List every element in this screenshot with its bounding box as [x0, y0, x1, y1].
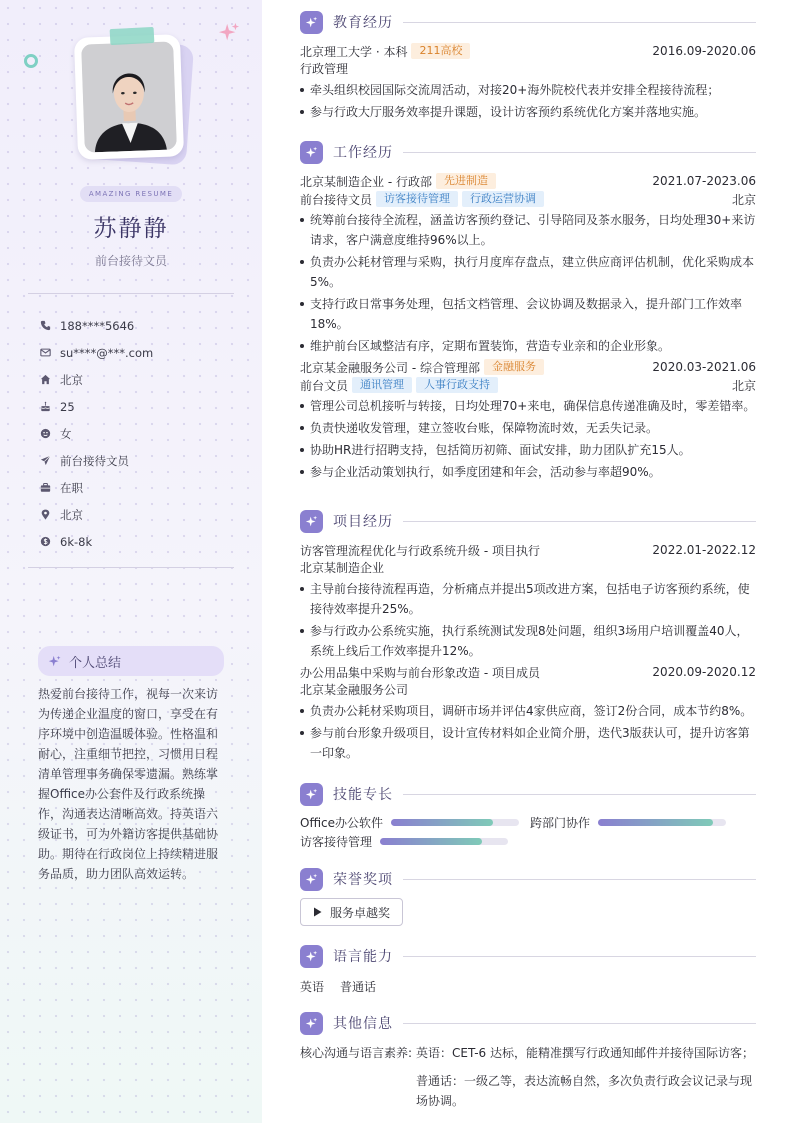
list-item: 主导前台接待流程再造，分析痛点并提出5项改进方案，包括电子访客预约系统，使接待效率提升25%。: [300, 579, 756, 619]
project-section: [300, 509, 756, 763]
work-entry: [300, 172, 756, 356]
contact-info-text: 6k-8k: [60, 534, 93, 549]
summary-text: 热爱前台接待工作，视每一次来访为传递企业温度的窗口，享受在有序环境中创造温暖体验。性格温和耐心，注重细节把控，习惯用日程清单管理事务确保零遗漏。熟练掌握Office办公套件及行政系统操作，沟通表达清晰高效。持英语六级证书，可为外籍访客提供基础协助。期待在行政岗位上持续精进服务品质，助力团队高效运转。: [38, 687, 219, 881]
section-title: 项目经历: [333, 514, 393, 530]
work-period: 2021.07-2023.06: [652, 174, 756, 188]
section-title: 语言能力: [333, 949, 393, 965]
contact-info-text: 北京: [60, 507, 83, 522]
list-item: 负责办公耗材采购项目，调研市场并评估4家供应商，签订2份合同，成本节约8%。: [300, 701, 756, 721]
skill-tag: 人事行政支持: [416, 377, 498, 393]
section-sparkle-icon: [300, 1012, 323, 1035]
awards-list: [300, 898, 756, 926]
work-bullets: [300, 210, 756, 356]
contact-info-item: [40, 474, 240, 501]
language-item: 普通话: [340, 980, 377, 994]
project-title: 访客管理流程优化与行政系统升级 - 项目执行: [300, 543, 540, 558]
position-title: 前台文员: [300, 378, 349, 393]
project-bullets: [300, 579, 756, 661]
contact-info-item: [40, 393, 240, 420]
salary-icon: [40, 536, 51, 547]
awards-section: [300, 867, 756, 926]
skill-level-fill: [391, 819, 493, 826]
contact-info-text: 25: [60, 399, 75, 414]
phone-icon: [40, 320, 51, 331]
section-sparkle-icon: [300, 945, 323, 968]
sparkle-icon: [48, 655, 61, 668]
skill-tag: 通讯管理: [352, 377, 412, 393]
project-period: 2022.01-2022.12: [652, 543, 756, 557]
skill-level-fill: [380, 838, 482, 845]
contact-info-item: [40, 501, 240, 528]
contact-info-item: [40, 339, 240, 366]
section-title: 教育经历: [333, 15, 393, 31]
school-name: 北京理工大学 · 本科: [300, 44, 408, 59]
project-entry: [300, 541, 756, 661]
sparkle-icon: [218, 22, 240, 44]
list-item: 支持行政日常事务处理，包括文档管理、会议协调及数据录入，提升部门工作效率18%。: [300, 294, 756, 334]
cake-icon: [40, 401, 51, 412]
play-triangle-icon: [313, 907, 322, 917]
list-item: 维护前台区域整洁有序，定期布置装饰，营造专业亲和的企业形象。: [300, 336, 756, 356]
list-item: 参与行政办公系统实施，执行系统测试发现8处问题，组织3场用户培训覆盖40人，系统上线后工作效率提升12%。: [300, 621, 756, 661]
project-period: 2020.09-2020.12: [652, 665, 756, 679]
contact-info-text: 北京: [60, 372, 83, 387]
section-title: 工作经历: [333, 145, 393, 161]
list-item: 牵头组织校园国际交流周活动，对接20+海外院校代表并安排全程接待流程；: [300, 80, 756, 100]
contact-info-text: 前台接待文员: [60, 453, 129, 468]
section-header: [300, 867, 756, 891]
work-city: 北京: [731, 378, 756, 393]
skill-item: [300, 832, 508, 850]
other-info-key: 核心沟通与语言素养:: [300, 1046, 413, 1060]
section-sparkle-icon: [300, 141, 323, 164]
send-icon: [40, 455, 51, 466]
list-item: 负责快递收发管理，建立签收台账，保障物流时效，无丢失记录。: [300, 418, 756, 438]
skill-item: [300, 813, 519, 831]
award-item: [300, 898, 403, 926]
home-icon: [40, 374, 51, 385]
location-pin-icon: [40, 509, 51, 520]
skill-level-bar: [598, 819, 726, 826]
skill-level-fill: [598, 819, 713, 826]
divider: [28, 567, 234, 568]
list-item: 参与行政大厅服务效率提升课题，设计访客预约系统优化方案并落地实施。: [300, 102, 756, 122]
contact-info-item: [40, 420, 240, 447]
list-item: 管理公司总机接听与转接，日均处理70+来电，确保信息传递准确及时，零差错率。: [300, 396, 756, 416]
section-header: [300, 944, 756, 968]
work-city: 北京: [731, 192, 756, 207]
section-title: 技能专长: [333, 787, 393, 803]
skill-name: Office办公软件: [300, 815, 384, 830]
contact-info-item: [40, 312, 240, 339]
contact-info-text: 188****5646: [60, 318, 135, 333]
education-bullets: [300, 80, 756, 122]
section-sparkle-icon: [300, 510, 323, 533]
work-entry: [300, 358, 756, 482]
section-header: [300, 509, 756, 533]
list-item: 负责办公耗材管理与采购，执行月度库存盘点，建立供应商评估机制，优化采购成本5%。: [300, 252, 756, 292]
other-section: [300, 1011, 756, 1111]
industry-tag: 金融服务: [484, 359, 544, 375]
work-list: [300, 172, 756, 482]
candidate-role: 前台接待文员: [94, 254, 167, 268]
skills-section: [300, 782, 756, 806]
section-header: [300, 140, 756, 164]
skill-name: 跨部门协作: [530, 815, 591, 830]
skill-tag: 行政运营协调: [462, 191, 544, 207]
project-org: 北京某金融服务公司: [300, 683, 409, 697]
education-section: [300, 10, 756, 122]
briefcase-icon: [40, 482, 51, 493]
profile-photo: [76, 36, 188, 162]
section-header: [300, 782, 756, 806]
other-info-value: 普通话：一级乙等，表达流畅自然，多次负责行政会议记录与现场协调。: [416, 1074, 753, 1108]
sidebar: [0, 0, 262, 1123]
languages-section: [300, 944, 756, 995]
divider: [28, 293, 234, 294]
work-section: [300, 140, 756, 482]
industry-tag: 先进制造: [436, 173, 496, 189]
summary-header: [38, 646, 224, 676]
contact-info-item: [40, 366, 240, 393]
summary-title: 个人总结: [69, 655, 122, 671]
section-sparkle-icon: [300, 783, 323, 806]
contact-info-item: [40, 528, 240, 555]
section-title: 其他信息: [333, 1016, 393, 1032]
decorative-ring-icon: [24, 54, 38, 68]
candidate-name: 苏静静: [93, 216, 169, 242]
education-major: 行政管理: [300, 62, 349, 76]
project-org: 北京某制造企业: [300, 561, 385, 575]
company-name: 北京某制造企业 - 行政部: [300, 174, 432, 189]
mail-icon: [40, 347, 51, 358]
list-item: 协助HR进行招聘支持，包括简历初筛、面试安排，助力团队扩充15人。: [300, 440, 756, 460]
list-item: 统筹前台接待全流程，涵盖访客预约登记、引导陪同及茶水服务，日均处理30+来访请求，客户满意度维持96%以上。: [300, 210, 756, 250]
project-list: [300, 541, 756, 763]
section-title: 荣誉奖项: [333, 872, 393, 888]
company-name: 北京某金融服务公司 - 综合管理部: [300, 360, 480, 375]
project-entry: [300, 663, 756, 763]
skill-tag: 访客接待管理: [376, 191, 458, 207]
contact-info-item: [40, 447, 240, 474]
award-name: 服务卓越奖: [330, 905, 391, 920]
position-title: 前台接待文员: [300, 192, 373, 207]
contact-info-text: su****@***.com: [60, 345, 154, 360]
work-period: 2020.03-2021.06: [652, 360, 756, 374]
other-info-row: [300, 1043, 756, 1111]
section-sparkle-icon: [300, 868, 323, 891]
language-item: 英语: [300, 980, 325, 994]
section-header: [300, 1011, 756, 1035]
skill-item: [530, 813, 726, 831]
skill-level-bar: [380, 838, 508, 845]
work-bullets: [300, 396, 756, 482]
education-period: 2016.09-2020.06: [652, 44, 756, 58]
project-bullets: [300, 701, 756, 763]
contact-info-list: [40, 312, 240, 555]
project-title: 办公用品集中采购与前台形象改造 - 项目成员: [300, 665, 540, 680]
list-item: 参与企业活动策划执行，如季度团建和年会，活动参与率超90%。: [300, 462, 756, 482]
skill-name: 访客接待管理: [300, 834, 373, 849]
contact-info-text: 在职: [60, 480, 83, 495]
gender-icon: [40, 428, 51, 439]
contact-info-text: 女: [60, 426, 72, 441]
school-tag: 211高校: [411, 43, 470, 59]
section-sparkle-icon: [300, 11, 323, 34]
resume-tagline: AMAZING RESUME: [80, 186, 182, 202]
skill-level-bar: [391, 819, 519, 826]
section-header: [300, 10, 756, 34]
other-info-value: 英语：CET-6 达标，能精准撰写行政通知邮件并接待国际访客；: [416, 1046, 754, 1060]
portrait-image: [81, 41, 177, 152]
list-item: 参与前台形象升级项目，设计宣传材料如企业简介册，迭代3版获认可，提升访客第一印象。: [300, 723, 756, 763]
language-list: [300, 978, 756, 995]
